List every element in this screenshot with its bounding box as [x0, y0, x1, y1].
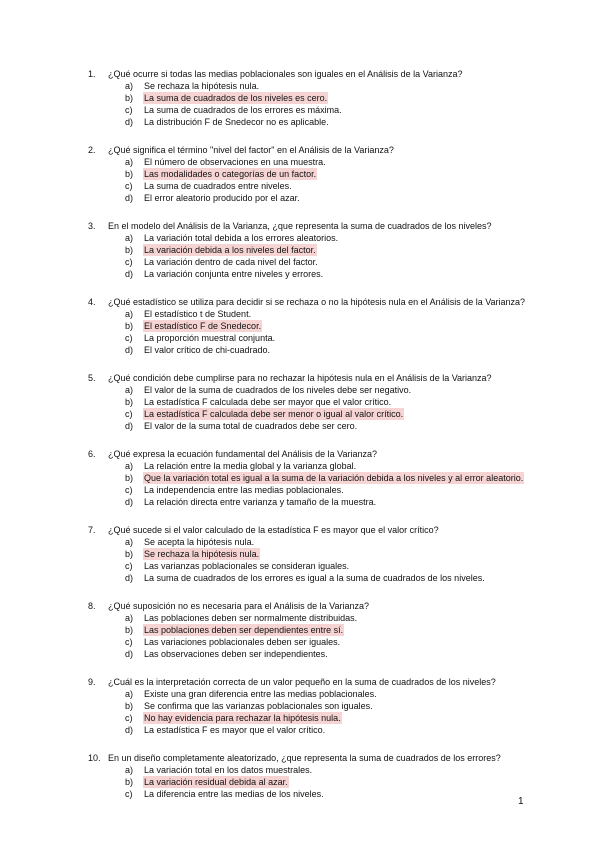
- question-heading: [0, 68, 600, 80]
- question-heading: [0, 448, 600, 460]
- answer-option-correct: [0, 168, 600, 180]
- question-text: ¿Qué significa el término "nivel del factor" en el Análisis de la Varianza?: [108, 145, 394, 155]
- option-letter: b): [125, 549, 134, 559]
- question-text: ¿Cuál es la interpretación correcta de un valor pequeño en la suma de cuadrados de los niveles?: [108, 677, 496, 687]
- option-text: El número de observaciones en una muestra.: [144, 157, 326, 167]
- option-text: La distribución F de Snedecor no es aplicable.: [144, 117, 329, 127]
- question-heading: [0, 144, 600, 156]
- answer-option: [0, 384, 600, 396]
- answer-option: [0, 256, 600, 268]
- question-8: [0, 600, 600, 660]
- option-letter: c): [125, 713, 133, 723]
- question-number: 2.: [88, 145, 96, 155]
- option-letter: a): [125, 765, 134, 775]
- question-number: 4.: [88, 297, 96, 307]
- question-text: ¿Qué suposición no es necesaria para el Análisis de la Varianza?: [108, 601, 369, 611]
- option-text: La suma de cuadrados entre niveles.: [144, 181, 292, 191]
- answer-option: [0, 700, 600, 712]
- question-number: 3.: [88, 221, 96, 231]
- option-text: Se rechaza la hipótesis nula.: [144, 81, 260, 91]
- option-text: El estadístico F de Snedecor.: [144, 321, 262, 331]
- option-letter: d): [125, 725, 134, 735]
- question-text: ¿Qué estadístico se utiliza para decidir si se rechaza o no la hipótesis nula en el Análisis de la Varianza?: [108, 297, 526, 307]
- option-text: Se rechaza la hipótesis nula.: [144, 549, 260, 559]
- option-text: La relación entre la media global y la varianza global.: [144, 461, 357, 471]
- option-text: Se acepta la hipótesis nula.: [144, 537, 255, 547]
- option-letter: c): [125, 181, 133, 191]
- option-text: El valor de la suma de cuadrados de los niveles debe ser negativo.: [144, 385, 412, 395]
- option-text: Las variaciones poblacionales deben ser iguales.: [144, 637, 341, 647]
- option-letter: c): [125, 257, 133, 267]
- question-heading: [0, 600, 600, 612]
- answer-option-correct: [0, 92, 600, 104]
- answer-option: [0, 308, 600, 320]
- option-letter: b): [125, 625, 134, 635]
- answer-option-correct: [0, 472, 600, 484]
- option-text: La variación total debida a los errores aleatorios.: [144, 233, 339, 243]
- option-letter: c): [125, 485, 133, 495]
- question-heading: [0, 296, 600, 308]
- option-letter: a): [125, 81, 134, 91]
- question-heading: [0, 676, 600, 688]
- option-text: La estadística F calculada debe ser mayor que el valor crítico.: [144, 397, 392, 407]
- answer-option-correct: [0, 244, 600, 256]
- answer-option: [0, 560, 600, 572]
- option-letter: a): [125, 461, 134, 471]
- option-letter: c): [125, 561, 133, 571]
- option-text: El valor crítico de chi-cuadrado.: [144, 345, 271, 355]
- question-number: 6.: [88, 449, 96, 459]
- question-number: 9.: [88, 677, 96, 687]
- answer-option: [0, 788, 600, 800]
- question-heading: [0, 752, 600, 764]
- option-letter: a): [125, 233, 134, 243]
- question-text: ¿Qué ocurre si todas las medias poblacionales son iguales en el Análisis de la Varianza?: [108, 69, 463, 79]
- question-3: [0, 220, 600, 280]
- answer-option-correct: [0, 548, 600, 560]
- question-7: [0, 524, 600, 584]
- option-text: La variación residual debida al azar.: [144, 777, 288, 787]
- option-letter: c): [125, 409, 133, 419]
- option-letter: b): [125, 473, 134, 483]
- answer-option: [0, 420, 600, 432]
- answer-option-correct: [0, 320, 600, 332]
- option-text: La suma de cuadrados de los errores es igual a la suma de cuadrados de los niveles.: [144, 573, 485, 583]
- answer-option: [0, 612, 600, 624]
- option-text: La relación directa entre varianza y tamaño de la muestra.: [144, 497, 377, 507]
- option-letter: d): [125, 421, 134, 431]
- option-letter: b): [125, 169, 134, 179]
- option-letter: a): [125, 157, 134, 167]
- option-letter: b): [125, 777, 134, 787]
- question-10: [0, 752, 600, 800]
- option-letter: c): [125, 333, 133, 343]
- answer-option: [0, 688, 600, 700]
- option-letter: a): [125, 689, 134, 699]
- option-text: Existe una gran diferencia entre las medias poblacionales.: [144, 689, 377, 699]
- option-text: El error aleatorio producido por el azar.: [144, 193, 300, 203]
- question-1: [0, 68, 600, 128]
- answer-option: [0, 232, 600, 244]
- answer-option: [0, 80, 600, 92]
- question-heading: [0, 524, 600, 536]
- question-text: ¿Qué expresa la ecuación fundamental del Análisis de la Varianza?: [108, 449, 377, 459]
- answer-option-correct: [0, 624, 600, 636]
- answer-option: [0, 460, 600, 472]
- question-2: [0, 144, 600, 204]
- question-5: [0, 372, 600, 432]
- option-letter: d): [125, 193, 134, 203]
- option-text: El estadístico t de Student.: [144, 309, 252, 319]
- question-number: 5.: [88, 373, 96, 383]
- question-9: [0, 676, 600, 736]
- option-text: La diferencia entre las medias de los niveles.: [144, 789, 324, 799]
- option-text: La variación conjunta entre niveles y errores.: [144, 269, 324, 279]
- option-text: Se confirma que las varianzas poblacionales son iguales.: [144, 701, 373, 711]
- question-6: [0, 448, 600, 508]
- option-letter: d): [125, 497, 134, 507]
- option-letter: a): [125, 385, 134, 395]
- answer-option: [0, 332, 600, 344]
- option-letter: b): [125, 93, 134, 103]
- option-text: Las observaciones deben ser independientes.: [144, 649, 328, 659]
- option-letter: b): [125, 701, 134, 711]
- option-text: Las varianzas poblacionales se consideran iguales.: [144, 561, 350, 571]
- option-text: La proporción muestral conjunta.: [144, 333, 276, 343]
- option-text: La independencia entre las medias poblacionales.: [144, 485, 344, 495]
- option-text: La estadística F calculada debe ser menor o igual al valor crítico.: [144, 409, 404, 419]
- question-text: ¿Qué condición debe cumplirse para no rechazar la hipótesis nula en el Análisis de la Varianza?: [108, 373, 492, 383]
- option-letter: d): [125, 269, 134, 279]
- option-text: No hay evidencia para rechazar la hipótesis nula.: [144, 713, 341, 723]
- option-letter: a): [125, 613, 134, 623]
- option-text: El valor de la suma total de cuadrados debe ser cero.: [144, 421, 358, 431]
- question-number: 1.: [88, 69, 96, 79]
- answer-option: [0, 648, 600, 660]
- option-text: Las poblaciones deben ser dependientes entre sí.: [144, 625, 344, 635]
- option-letter: c): [125, 789, 133, 799]
- option-letter: d): [125, 573, 134, 583]
- option-text: Las poblaciones deben ser normalmente distribuidas.: [144, 613, 358, 623]
- option-text: La variación debida a los niveles del factor.: [144, 245, 316, 255]
- page-number: 1: [518, 796, 524, 807]
- option-letter: c): [125, 637, 133, 647]
- option-text: Las modalidades o categorías de un factor.: [144, 169, 317, 179]
- answer-option: [0, 116, 600, 128]
- answer-option: [0, 636, 600, 648]
- option-text: La suma de cuadrados de los niveles es cero.: [144, 93, 328, 103]
- option-letter: a): [125, 537, 134, 547]
- question-text: ¿Qué sucede si el valor calculado de la estadística F es mayor que el valor crítico?: [108, 525, 439, 535]
- option-text: La variación total en los datos muestrales.: [144, 765, 313, 775]
- question-4: [0, 296, 600, 356]
- option-text: La estadística F es mayor que el valor crítico.: [144, 725, 326, 735]
- option-letter: b): [125, 321, 134, 331]
- option-letter: a): [125, 309, 134, 319]
- option-letter: d): [125, 345, 134, 355]
- question-text: En un diseño completamente aleatorizado, ¿que representa la suma de cuadrados de los errores?: [108, 753, 501, 763]
- question-number: 8.: [88, 601, 96, 611]
- option-text: La suma de cuadrados de los errores es máxima.: [144, 105, 342, 115]
- answer-option-correct: [0, 712, 600, 724]
- question-number: 7.: [88, 525, 96, 535]
- answer-option-correct: [0, 408, 600, 420]
- answer-option: [0, 104, 600, 116]
- answer-option-correct: [0, 776, 600, 788]
- question-number: 10.: [88, 753, 101, 763]
- answer-option: [0, 396, 600, 408]
- question-heading: [0, 372, 600, 384]
- answer-option: [0, 496, 600, 508]
- option-text: La variación dentro de cada nivel del factor.: [144, 257, 318, 267]
- answer-option: [0, 572, 600, 584]
- answer-option: [0, 156, 600, 168]
- answer-option: [0, 724, 600, 736]
- option-letter: d): [125, 649, 134, 659]
- option-text: Que la variación total es igual a la suma de la variación debida a los niveles y al error aleatorio.: [144, 473, 524, 483]
- answer-option: [0, 192, 600, 204]
- answer-option: [0, 484, 600, 496]
- answer-option: [0, 180, 600, 192]
- answer-option: [0, 344, 600, 356]
- option-letter: c): [125, 105, 133, 115]
- option-letter: b): [125, 397, 134, 407]
- question-heading: [0, 220, 600, 232]
- question-list: [0, 68, 600, 816]
- answer-option: [0, 536, 600, 548]
- question-text: En el modelo del Análisis de la Varianza, ¿que representa la suma de cuadrados de los niveles?: [108, 221, 492, 231]
- option-letter: d): [125, 117, 134, 127]
- answer-option: [0, 268, 600, 280]
- option-letter: b): [125, 245, 134, 255]
- answer-option: [0, 764, 600, 776]
